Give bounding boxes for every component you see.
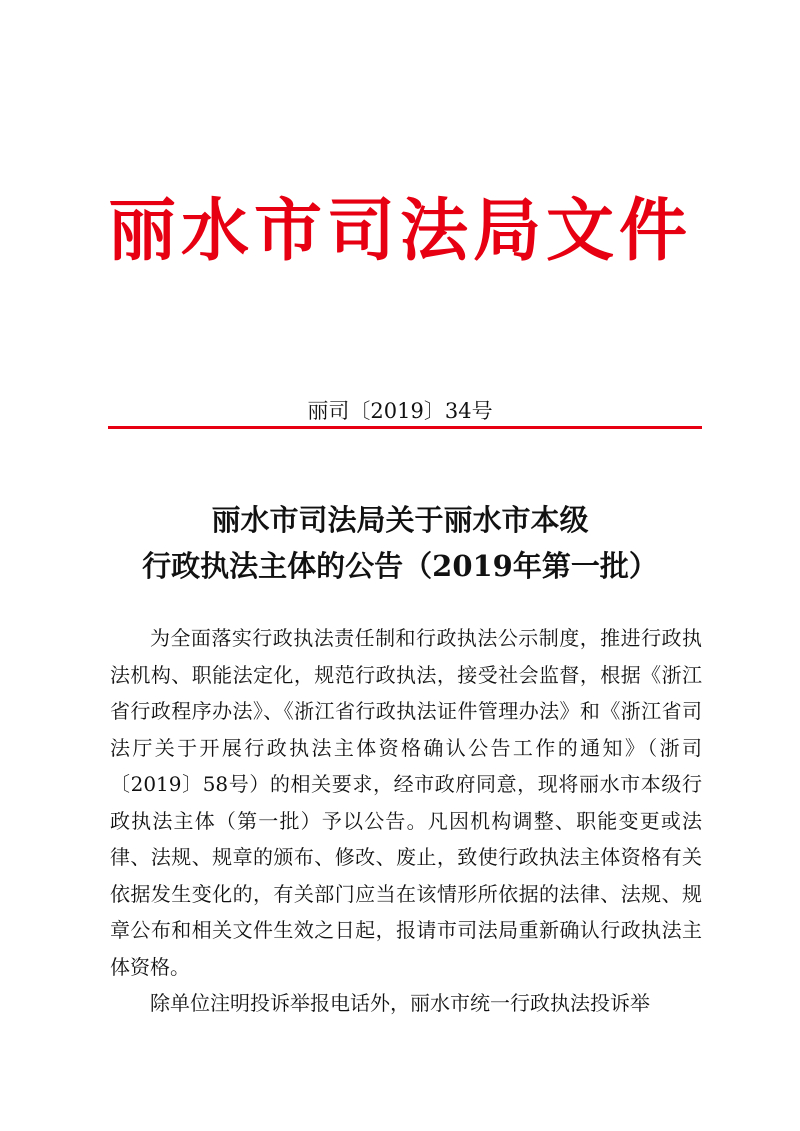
document-number: 丽司〔2019〕34号 [307, 399, 493, 423]
red-separator-line [108, 426, 702, 429]
document-body [110, 620, 702, 1022]
notice-title-line-2: 行政执法主体的公告（2019年第一批） [142, 549, 658, 583]
body-paragraph-2: 除单位注明投诉举报电话外，丽水市统一行政执法投诉举 [150, 991, 650, 1015]
document-header-title: 丽水市司法局文件 [107, 191, 692, 271]
notice-title-line-1: 丽水市司法局关于丽水市本级 [211, 503, 589, 537]
body-paragraph-1: 为全面落实行政执法责任制和行政执法公示制度，推进行政执法机构、职能法定化，规范行政执法，接受社会监督，根据《浙江省行政程序办法》、《浙江省行政执法证件管理办法》和《浙江省司法厅关于开展行政执法主体资格确认公告工作的通知》（浙司〔2019〕58号）的相关要求，经市政府同意，现将丽水市本级行政执法主体（第一批）予以公告。凡因机构调整、职能变更或法律、法规、规章的颁布、修改、废止，致使行政执法主体资格有关依据发生变化的，有关部门应当在该情形所依据的法律、法规、规章公布和相关文件生效之日起，报请市司法局重新确认行政执法主体资格。 [110, 626, 702, 979]
